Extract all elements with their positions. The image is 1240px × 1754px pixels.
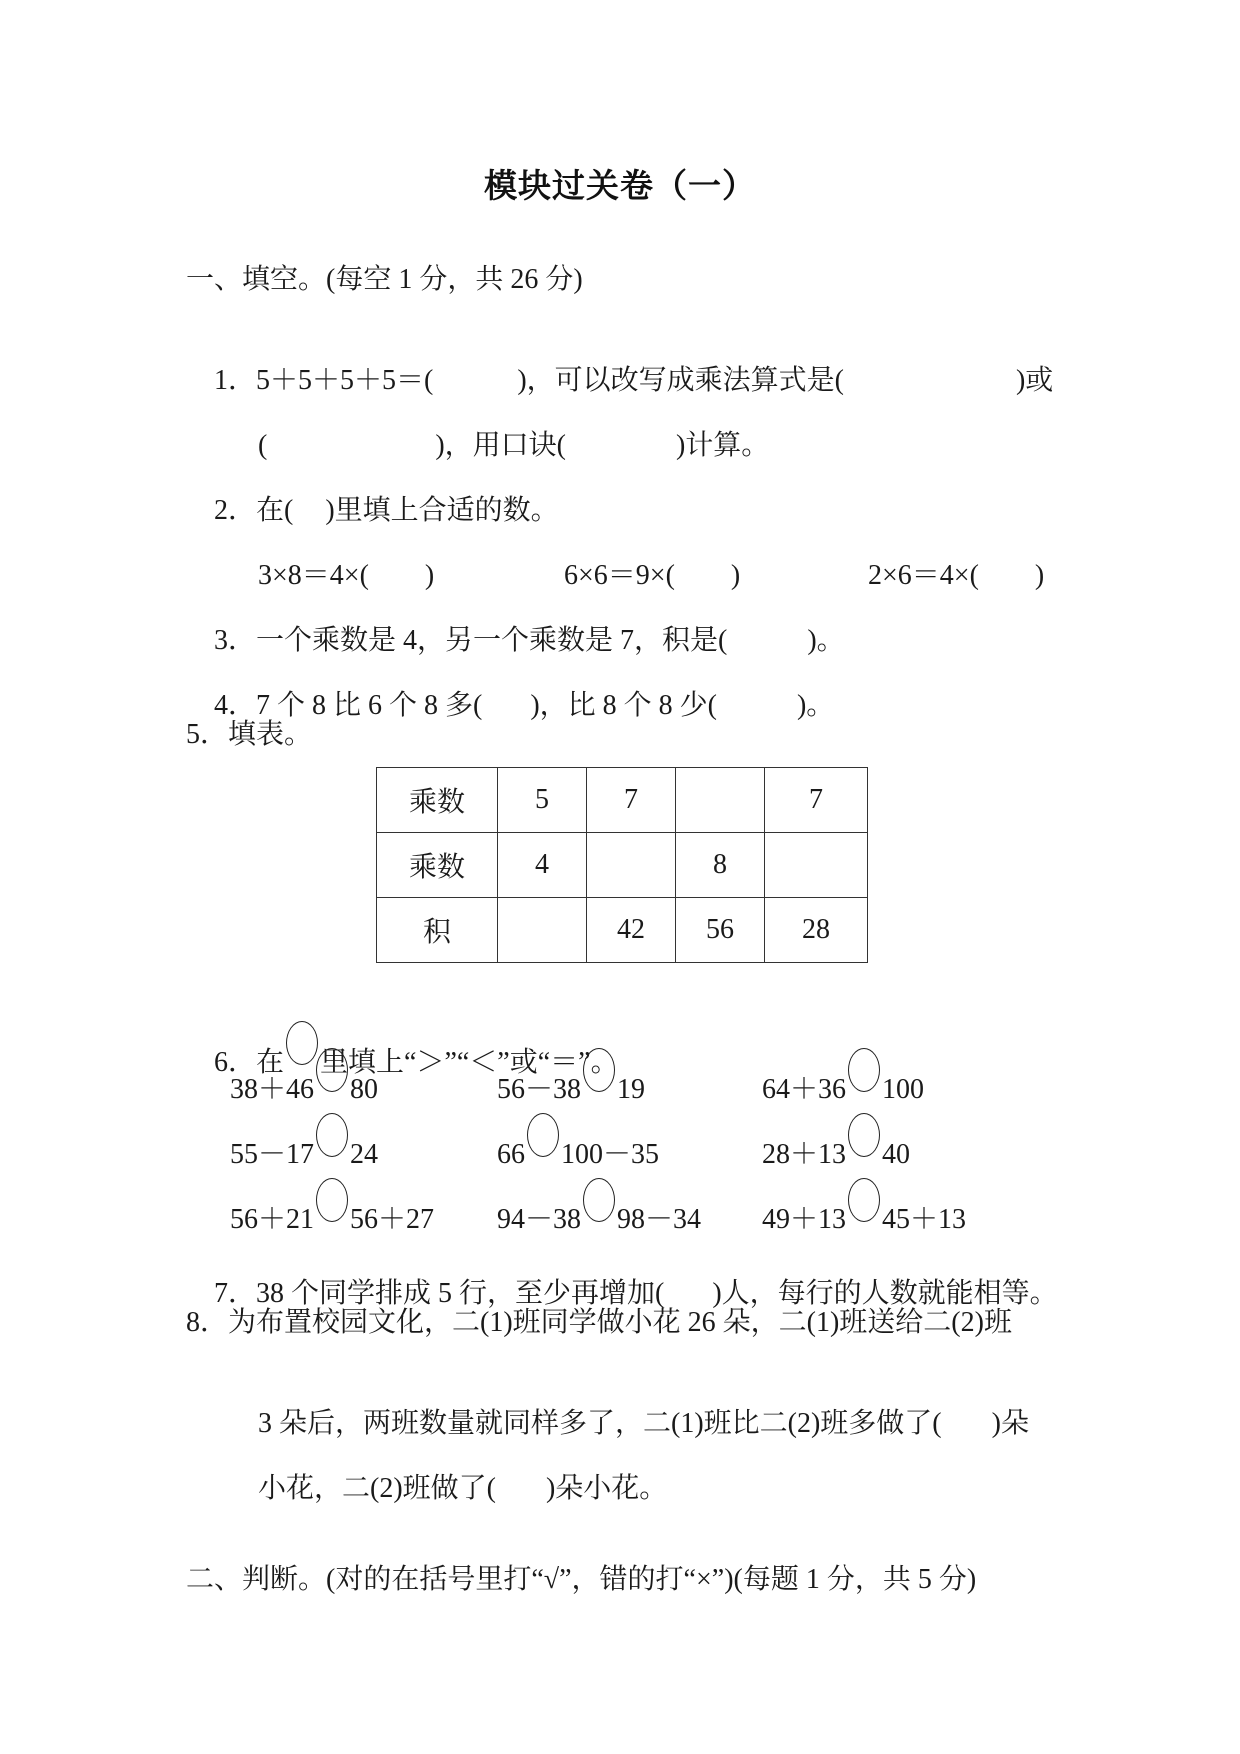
question-2-item (840, 522, 1044, 630)
comparison-item (497, 1178, 701, 1237)
q2-expression: 3×8＝4×( (258, 560, 369, 591)
q6-text-b: 里填上“＞”“＜”或“＝”。 (320, 1047, 619, 1078)
comparison-left: 56＋21 (230, 1204, 315, 1235)
q2-expression: 2×6＝4×( (868, 560, 979, 591)
comparison-right: 45＋13 (882, 1204, 967, 1235)
row-header: 乘数 (377, 833, 498, 898)
q4-text-a: 4．7 个 8 比 6 个 8 多( (214, 690, 483, 721)
q2-text-a: 2．在( (214, 495, 294, 526)
comparison-item (497, 1048, 645, 1107)
q6-text-a: 6．在 (214, 1047, 285, 1078)
comparison-circle[interactable] (316, 1178, 348, 1222)
table-cell: 7 (587, 768, 676, 833)
q1-text-d: ( (258, 430, 268, 461)
q1-text-a: 1．5＋5＋5＋5＝( (214, 365, 434, 396)
q7-text-a: 7．38 个同学排成 5 行，至少再增加( (214, 1278, 665, 1309)
comparison-right: 24 (350, 1139, 379, 1170)
comparison-circle[interactable] (848, 1178, 880, 1222)
q8-text-c: 小花，二(2)班做了( (258, 1473, 496, 1504)
q2-close-paren: ) (1034, 560, 1045, 591)
q2-close-paren: ) (424, 560, 435, 591)
q3-text-a: 3．一个乘数是 4，另一个乘数是 7，积是( (214, 625, 728, 656)
question-8-line-1: 8．为布置校园文化，二(1)班同学做小花 26 朵，二(1)班送给二(2)班 (186, 1307, 1012, 1338)
comparison-left: 38＋46 (230, 1074, 315, 1105)
row-header: 积 (377, 898, 498, 963)
q4-text-c: )。 (796, 690, 835, 721)
q8-text-d: )朵小花。 (545, 1473, 668, 1504)
table-cell-blank[interactable] (765, 833, 868, 898)
page-title: 模块过关卷（一） (484, 166, 756, 205)
comparison-circle[interactable] (848, 1113, 880, 1157)
comparison-right: 100－35 (561, 1139, 660, 1170)
comparison-left: 49＋13 (762, 1204, 847, 1235)
table-cell: 42 (587, 898, 676, 963)
table-row (377, 898, 868, 963)
comparison-item (762, 1178, 966, 1237)
comparison-left: 66 (497, 1139, 525, 1170)
table-cell: 56 (676, 898, 765, 963)
table-cell: 4 (498, 833, 587, 898)
q1-text-b: )，可以改写成乘法算式是( (517, 365, 844, 396)
section-2-heading: 二、判断。(对的在括号里打“√”，错的打“×”)(每题 1 分，共 5 分) (186, 1564, 977, 1595)
comparison-left: 55－17 (230, 1139, 315, 1170)
table-cell-blank[interactable] (676, 768, 765, 833)
comparison-item (497, 1113, 659, 1172)
comparison-right: 80 (350, 1074, 379, 1105)
q8-text-a: 3 朵后，两班数量就同样多了，二(1)班比二(2)班多做了( (258, 1408, 942, 1439)
comparison-right: 100 (882, 1074, 925, 1105)
table-row (377, 768, 868, 833)
table-cell: 7 (765, 768, 868, 833)
question-8-line-3 (230, 1435, 667, 1543)
comparison-right: 56＋27 (350, 1204, 435, 1235)
multiplication-table (376, 767, 868, 963)
question-5-prompt: 5．填表。 (186, 719, 313, 750)
comparison-circle[interactable] (316, 1048, 348, 1092)
q4-text-b: )，比 8 个 8 少( (530, 690, 717, 721)
table-cell: 5 (498, 768, 587, 833)
comparison-left: 56－38 (497, 1074, 582, 1105)
section-1-heading: 一、填空。(每空 1 分，共 26 分) (186, 264, 583, 295)
comparison-item (762, 1113, 910, 1172)
q7-text-b: )人，每行的人数就能相等。 (712, 1278, 1058, 1309)
q1-text-c: )或 (1015, 365, 1054, 396)
comparison-item (230, 1048, 378, 1107)
comparison-item (230, 1178, 434, 1237)
q2-expression: 6×6＝9×( (564, 560, 675, 591)
q2-text-b: )里填上合适的数。 (325, 495, 559, 526)
table-cell-blank[interactable] (498, 898, 587, 963)
q8-text-b: )朵 (991, 1408, 1029, 1439)
comparison-item (762, 1048, 924, 1107)
comparison-circle[interactable] (583, 1048, 615, 1092)
q1-text-e: )，用口诀( (435, 430, 566, 461)
comparison-left: 28＋13 (762, 1139, 847, 1170)
q1-text-f: )计算。 (675, 430, 770, 461)
table-cell-blank[interactable] (587, 833, 676, 898)
comparison-circle[interactable] (583, 1178, 615, 1222)
row-header: 乘数 (377, 768, 498, 833)
comparison-circle[interactable] (848, 1048, 880, 1092)
comparison-right: 19 (617, 1074, 646, 1105)
q2-close-paren: ) (730, 560, 741, 591)
q3-text-b: )。 (807, 625, 845, 656)
comparison-circle[interactable] (527, 1113, 559, 1157)
table-cell: 28 (765, 898, 868, 963)
table-row (377, 833, 868, 898)
table-cell: 8 (676, 833, 765, 898)
comparison-left: 64＋36 (762, 1074, 847, 1105)
comparison-item (230, 1113, 378, 1172)
comparison-left: 94－38 (497, 1204, 582, 1235)
comparison-circle[interactable] (316, 1113, 348, 1157)
comparison-right: 98－34 (617, 1204, 702, 1235)
comparison-right: 40 (882, 1139, 911, 1170)
